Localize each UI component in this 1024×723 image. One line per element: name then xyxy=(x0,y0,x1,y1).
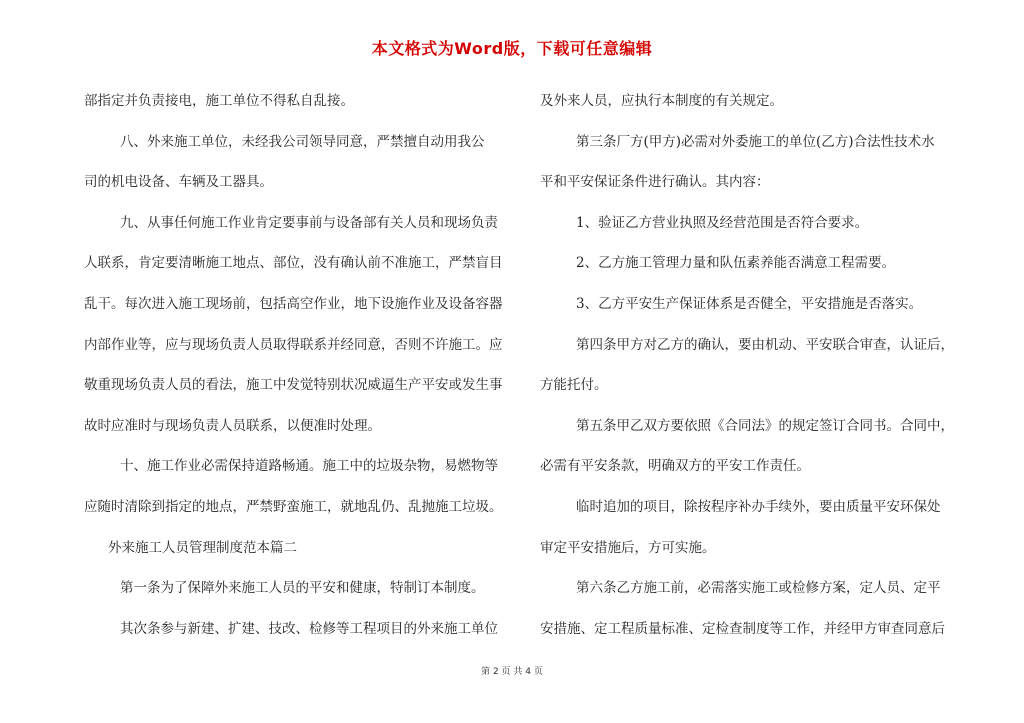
text-line: 第四条甲方对乙方的确认，要由机动、平安联合审查，认证后， xyxy=(576,336,954,353)
text-line: 人联系，肯定要清晰施工地点、部位，没有确认前不准施工，严禁盲目 xyxy=(84,255,503,272)
text-line: 司的机电设备、车辆及工器具。 xyxy=(84,174,273,191)
text-line: 九、从事任何施工作业肯定要事前与设备部有关人员和现场负责 xyxy=(120,214,498,231)
section-heading: 外来施工人员管理制度范本篇二 xyxy=(108,539,297,556)
text-line: 第三条厂方(甲方)必需对外委施工的单位(乙方)合法性技术水 xyxy=(576,133,935,150)
text-line: 3、乙方平安生产保证体系是否健全，平安措施是否落实。 xyxy=(576,295,923,312)
text-line: 及外来人员，应执行本制度的有关规定。 xyxy=(540,93,783,109)
text-line: 方能托付。 xyxy=(540,377,608,394)
text-line: 乱干。每次进入施工现场前，包括高空作业，地下设施作业及设备容器 xyxy=(84,295,503,312)
text-line: 临时追加的项目，除按程序补办手续外，要由质量平安环保处 xyxy=(576,498,941,515)
text-line: 2、乙方施工管理力量和队伍素养能否满意工程需要。 xyxy=(576,255,896,272)
word-format-banner: 本文格式为Word版，下载可任意编辑 xyxy=(371,39,653,58)
text-line: 必需有平安条款，明确双方的平安工作责任。 xyxy=(540,458,810,475)
text-line: 八、外来施工单位，未经我公司领导同意，严禁擅自动用我公 xyxy=(120,133,485,150)
text-line: 安措施、定工程质量标准、定检查制度等工作，并经甲方审查同意后 xyxy=(540,620,945,637)
text-line: 审定平安措施后，方可实施。 xyxy=(540,539,716,556)
text-line: 第六条乙方施工前，必需落实施工或检修方案，定人员、定平 xyxy=(576,580,941,597)
page-number: 第 2 页 共 4 页 xyxy=(481,667,543,677)
text-line: 1、验证乙方营业执照及经营范围是否符合要求。 xyxy=(576,214,869,231)
text-line: 应随时清除到指定的地点，严禁野蛮施工，就地乱仍、乱抛施工垃圾。 xyxy=(84,498,503,515)
text-line: 十、施工作业必需保持道路畅通。施工中的垃圾杂物，易燃物等 xyxy=(120,458,498,475)
text-line: 第一条为了保障外来施工人员的平安和健康，特制订本制度。 xyxy=(120,580,485,597)
text-line: 故时应准时与现场负责人员联系，以便准时处理。 xyxy=(84,417,381,434)
left-text-column xyxy=(84,81,516,649)
text-line: 其次条参与新建、扩建、技改、检修等工程项目的外来施工单位 xyxy=(120,620,498,637)
text-line: 平和平安保证条件进行确认。其内容： xyxy=(540,174,770,191)
right-text-column xyxy=(540,81,966,649)
text-line: 内部作业等，应与现场负责人员取得联系并经同意，否则不许施工。应 xyxy=(84,336,503,353)
text-line: 部指定并负责接电，施工单位不得私自乱接。 xyxy=(84,93,354,109)
text-line: 第五条甲乙双方要依照《合同法》的规定签订合同书。合同中， xyxy=(576,417,954,434)
text-line: 敬重现场负责人员的看法，施工中发觉特别状况威逼生产平安或发生事 xyxy=(84,377,503,394)
